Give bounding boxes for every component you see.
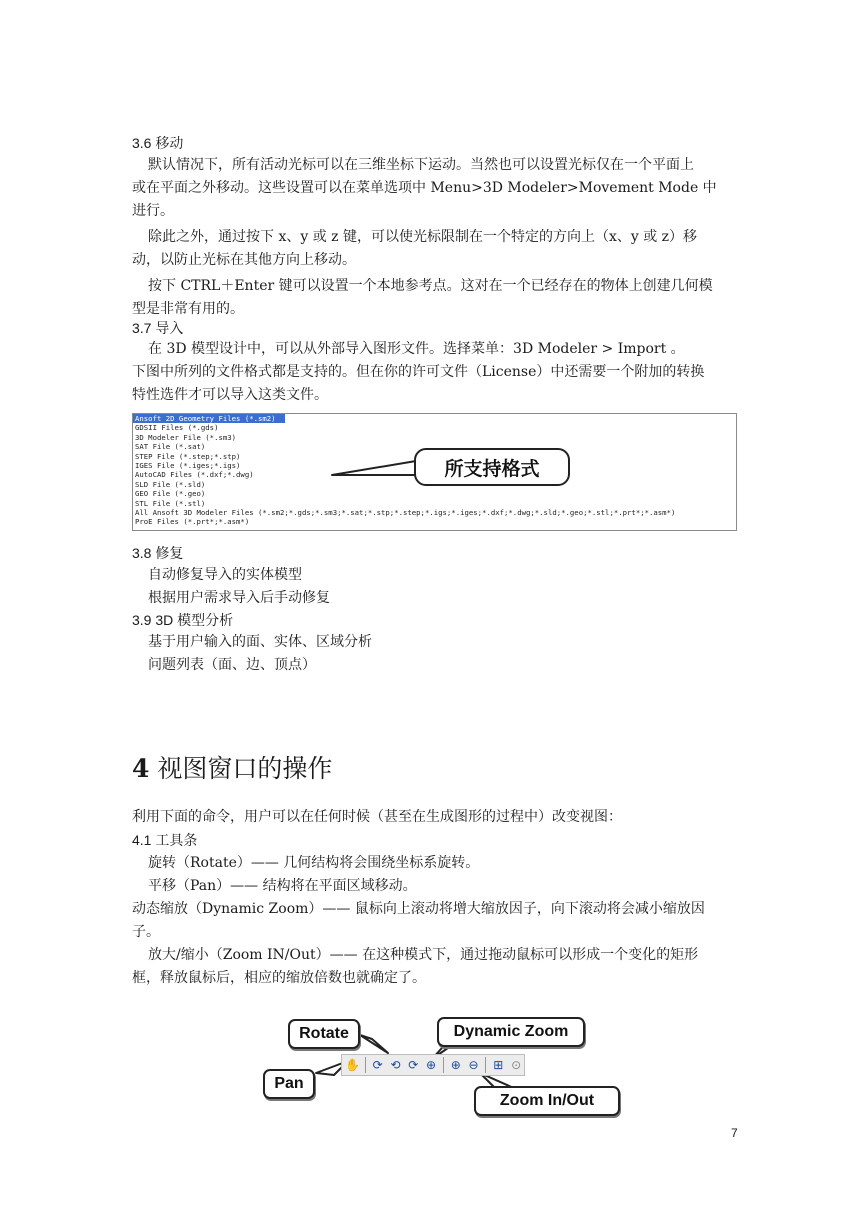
paragraph-line: 自动修复导入的实体模型 <box>148 567 302 583</box>
section-heading-4-1: 4.1 工具条 <box>132 832 198 848</box>
pan-hand-icon[interactable]: ✋ <box>345 1058 361 1072</box>
file-format-item[interactable]: AutoCAD Files (*.dxf;*.dwg) <box>135 470 254 480</box>
section-3-8-body <box>148 564 330 610</box>
section-heading-3-7: 3.7 导入 <box>132 320 184 336</box>
paragraph-line: 放大/缩小（Zoom IN/Out）—— 在这种模式下，通过拖动鼠标可以形成一个变化的矩形 <box>148 947 699 963</box>
toolbar-separator <box>485 1057 486 1073</box>
section-3-7-body <box>132 338 704 407</box>
zoom-inout-label: Zoom In/Out <box>474 1086 620 1116</box>
page-number: 7 <box>731 1126 738 1140</box>
paragraph-line: 动，以防止光标在其他方向上移动。 <box>132 252 356 268</box>
callout-pointer-icon <box>330 455 420 485</box>
file-format-item[interactable]: SAT File (*.sat) <box>135 442 206 452</box>
view-toolbar <box>341 1054 525 1076</box>
zoom-fit-icon[interactable]: ⊙ <box>511 1058 522 1072</box>
file-format-item[interactable]: STL File (*.stl) <box>135 498 206 508</box>
paragraph-line: 型是非常有用的。 <box>132 301 244 317</box>
section-3-6-body <box>132 154 717 321</box>
toolbar-separator <box>365 1057 366 1073</box>
paragraph-line: 框，释放鼠标后，相应的缩放倍数也就确定了。 <box>132 970 426 986</box>
rotate-icon[interactable]: ⟲ <box>390 1058 401 1072</box>
paragraph-line: 利用下面的命令，用户可以在任何时候（甚至在生成图形的过程中）改变视图： <box>132 809 622 825</box>
zoom-out-icon[interactable]: ⊖ <box>468 1058 479 1072</box>
chapter-number: 4 <box>132 754 150 783</box>
zoom-in-icon[interactable]: ⊕ <box>450 1058 461 1072</box>
section-heading-3-6: 3.6 移动 <box>132 135 184 151</box>
file-format-item[interactable]: 3D Modeler File (*.sm3) <box>135 432 237 442</box>
file-format-item[interactable]: ProE Files (*.prt*;*.asm*) <box>135 517 250 527</box>
paragraph-line: 基于用户输入的面、实体、区域分析 <box>148 634 372 650</box>
paragraph-line: 旋转（Rotate）—— 几何结构将会围绕坐标系旋转。 <box>148 855 480 871</box>
dynamic-zoom-icon[interactable]: ⊕ <box>425 1058 437 1072</box>
paragraph-line: 按下 CTRL＋Enter 键可以设置一个本地参考点。这对在一个已经存在的物体上创建几何模 <box>148 278 713 294</box>
chapter-title-text: 视图窗口的操作 <box>157 754 333 783</box>
paragraph-line: 子。 <box>132 924 160 940</box>
paragraph-line: 默认情况下，所有活动光标可以在三维坐标下运动。当然也可以设置光标仅在一个平面上 <box>148 157 694 173</box>
file-format-item[interactable]: GEO File (*.geo) <box>135 489 206 499</box>
paragraph-line: 问题列表（面、边、顶点） <box>148 657 316 673</box>
rotate-label: Rotate <box>288 1019 360 1049</box>
paragraph-line: 下图中所列的文件格式都是支持的。但在你的许可文件（License）中还需要一个附加的转换 <box>132 364 705 380</box>
file-format-item[interactable]: SLD File (*.sld) <box>135 479 206 489</box>
dynamic-zoom-label: Dynamic Zoom <box>437 1017 585 1047</box>
paragraph-line: 根据用户需求导入后手动修复 <box>148 590 330 606</box>
file-format-item[interactable]: IGES File (*.iges;*.igs) <box>135 461 241 471</box>
paragraph-line: 平移（Pan）—— 结构将在平面区域移动。 <box>148 878 417 894</box>
paragraph-line: 在 3D 模型设计中，可以从外部导入图形文件。选择菜单：3D Modeler > Import 。 <box>148 341 685 357</box>
paragraph-line: 进行。 <box>132 203 174 219</box>
paragraph-line: 特性选件才可以导入这类文件。 <box>132 387 328 403</box>
paragraph-line: 除此之外，通过按下 x、y 或 z 键，可以使光标限制在一个特定的方向上（x、y 或 z）移 <box>148 229 698 245</box>
chapter-4-body <box>132 806 705 990</box>
file-format-item-selected[interactable]: Ansoft 2D Geometry Files (*.sm2) <box>133 414 285 423</box>
section-heading-3-9: 3.9 3D 模型分析 <box>132 612 234 628</box>
rotate-icon[interactable]: ⟳ <box>372 1058 383 1072</box>
pan-label: Pan <box>263 1069 315 1099</box>
zoom-window-icon[interactable]: ⊞ <box>493 1058 504 1072</box>
toolbar-separator <box>443 1057 444 1073</box>
rotate-icon[interactable]: ⟳ <box>408 1058 419 1072</box>
paragraph-line: 或在平面之外移动。这些设置可以在菜单选项中 Menu>3D Modeler>Movement Mode 中 <box>132 180 717 196</box>
section-heading-3-8: 3.8 修复 <box>132 545 184 561</box>
file-format-item[interactable]: STEP File (*.step;*.stp) <box>135 451 241 461</box>
chapter-title <box>132 749 332 785</box>
paragraph-line: 动态缩放（Dynamic Zoom）—— 鼠标向上滚动将增大缩放因子，向下滚动将会减小缩放因 <box>132 901 705 917</box>
section-3-9-body <box>148 631 372 677</box>
file-format-item[interactable]: GDSII Files (*.gds) <box>135 423 219 433</box>
supported-formats-callout: 所支持格式 <box>414 448 570 486</box>
file-format-item[interactable]: All Ansoft 3D Modeler Files (*.sm2;*.gds;*.sm3;*.sat;*.stp;*.step;*.igs;*.iges;*.dxf;*.dwg;*.sld;*.geo;*.stl;*.prt*;*.asm*) <box>135 508 676 518</box>
